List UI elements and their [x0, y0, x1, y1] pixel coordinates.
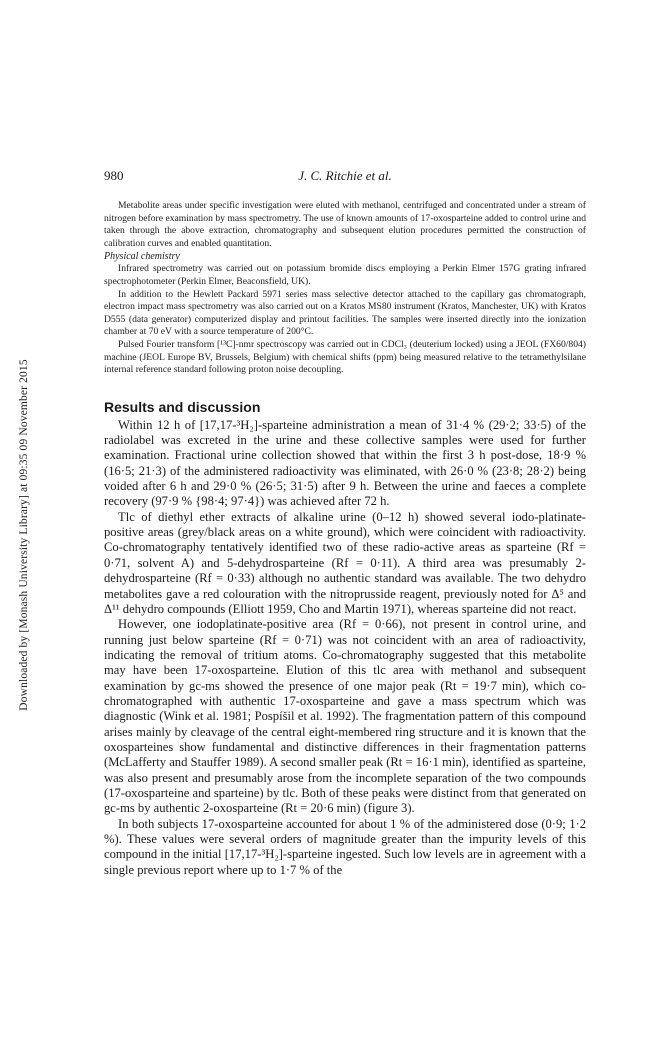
download-note: Downloaded by [Monash University Library] at 09:35 09 November 2015 — [18, 359, 30, 711]
methods-paragraph: In addition to the Hewlett Packard 5971 series mass selective detector attached to the capillary gas chromatograph, electron impact mass spectrometry was also carried out on a Kratos MS80 instrument (Kratos, Manchester, UK) with Kratos D555 (data generator) computerized display and printout facilities. The samples were inserted directly into the ionization chamber at 70 eV with a source temperature of 200°C. — [104, 288, 586, 338]
download-watermark — [14, 300, 34, 770]
section-heading: Results and discussion — [104, 398, 261, 415]
methods-paragraph: Infrared spectrometry was carried out on potassium bromide discs employing a Perkin Elmer 157G grating infrared spectrophotometer (Perkin Elmer, Beaconsfield, UK). — [104, 263, 586, 287]
page-number: 980 — [104, 168, 124, 183]
body-paragraph: However, one iodoplatinate-positive area (Rf = 0·66), not present in control urine, and running just below sparteine (Rf = 0·71) was not coincident with an area of radioactivity, indicating the removal of tritium atoms. Co-chromatography suggested that this metabolite may have been 17-oxosparteine. Elution of this tlc area with methanol and subsequent examination by gc-ms showed the presence of one major peak (Rt = 19·7 min), which co-chromatographed with authentic 17-oxosparteine and gave a mass spectrum which was diagnostic (Wink et al. 1981; Pospíšil et al. 1992). The fragmentation pattern of this compound arises mainly by cleavage of the central eight-membered ring structure and it is known that the oxosparteines show fundamental and distinctive differences in their fragmentation patterns (McLafferty and Stauffer 1989). A second smaller peak (Rt = 16·1 min), identified as sparteine, was also present and presumably arose from the incomplete separation of the two compounds (17-oxosparteine and sparteine) by tlc. Both of these peaks were distinct from that generated on gc-ms by authentic 2-oxosparteine (Rt = 20·6 min) (figure 3). — [104, 617, 586, 816]
running-header — [104, 168, 586, 188]
body-paragraph: Within 12 h of [17,17-³H₂]-sparteine administration a mean of 31·4 % (29·2; 33·5) of the radiolabel was excreted in the urine and these collective samples were used for further examination. Fractional urine collection showed that within the first 3 h post-dose, 18·9 % (16·5; 21·3) of the administered radioactivity was eliminated, with 26·0 % (23·8; 28·2) being voided after 6 h and 29·0 % (26·5; 31·5) after 9 h. Between the urine and faeces a complete recovery (97·9 % {98·4; 97·4}) was achieved after 72 h. — [104, 417, 586, 509]
methods-paragraph: Pulsed Fourier transform [¹³C]-nmr spectroscopy was carried out in CDCl₃ (deuterium locked) using a JEOL (FX60/804) machine (JEOL Europe BV, Brussels, Belgium) with chemical shifts (ppm) being measured relative to the tetramethylsilane internal reference standard following proton noise decoupling. — [104, 338, 586, 376]
physical-chemistry-heading: Physical chemistry — [104, 251, 180, 263]
body-paragraph: In both subjects 17-oxosparteine accounted for about 1 % of the administered dose (0·9; 1·2 %). These values were several orders of magnitude greater than the impurity levels of this compound in the initial [17,17-³H₂]-sparteine ingested. Such low levels are in agreement with a single previous report where up to 1·7 % of the — [104, 816, 586, 877]
running-head: J. C. Ritchie et al. — [298, 168, 392, 183]
body-paragraph: Tlc of diethyl ether extracts of alkaline urine (0–12 h) showed several iodo-platinate-positive areas (grey/black areas on a white ground), which were coincident with radioactivity. Co-chromatography tentatively identified two of these radio-active areas as sparteine (Rf = 0·71, solvent A) and 5-dehydrosparteine (Rf = 0·11). A third area was presumably 2-dehydrosparteine (Rf = 0·33) although no authentic standard was available. The two dehydro metabolites gave a red colouration with the nitroprusside reagent, previously noted for Δ⁵ and Δ¹¹ dehydro compounds (Elliott 1959, Cho and Martin 1971), whereas sparteine did not react. — [104, 509, 586, 616]
methods-paragraph: Metabolite areas under specific investigation were eluted with methanol, centrifuged and concentrated under a stream of nitrogen before examination by mass spectrometry. The use of known amounts of 17-oxosparteine added to control urine and taken through the above extraction, chromatography and subsequent elution procedures permitted the construction of calibration curves and enabled quantitation. — [104, 200, 586, 249]
page-content — [104, 168, 586, 878]
